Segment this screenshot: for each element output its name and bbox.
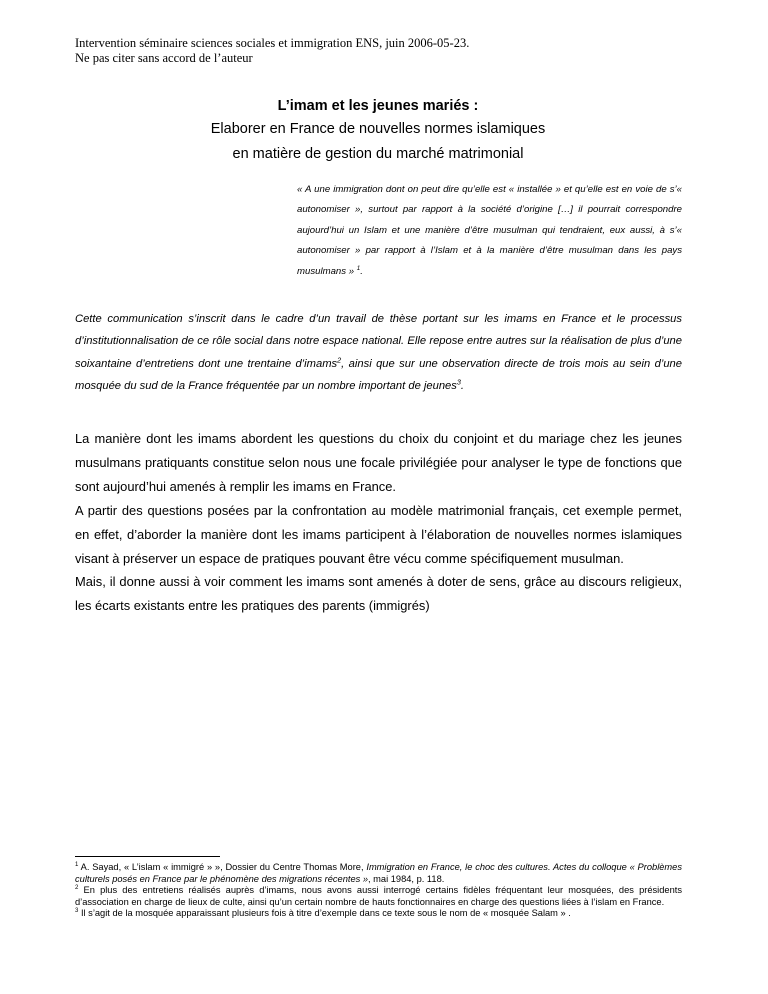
document-title: L’imam et les jeunes mariés : — [277, 98, 479, 114]
intro-text-part-2: , ainsi que sur une observation directe de trois mois au sein d’une mosquée du sud de la France fréquentée par un nombre important de jeunes — [75, 357, 682, 392]
footnote-1-title: Immigration en France, le choc des cultures. Actes du colloque « Problèmes culturels posés en France par le phénomène des migrations récentes » — [75, 862, 682, 884]
intro-paragraph — [75, 308, 682, 397]
footnote-number: 1 — [75, 861, 79, 868]
footnote-ref-1[interactable]: 1 — [356, 264, 361, 272]
intro-text-end: . — [460, 379, 465, 392]
intro-text-part-1: Cette communication s’inscrit dans le cadre d’un travail de thèse portant sur les imams en France et le processus d’institutionnalisation de ce rôle social dans notre espace national. Elle repose entre autres sur la réalisation de plus d’une soixantaine d’entretiens dont une trentaine d’imams — [75, 313, 682, 370]
epigraph-text: « A une immigration dont on peut dire qu’elle est « installée » et qu’elle est en voie de s’« autonomiser », surtout par rapport à la société d’origine […] il pourrait correspondre aujourd’hui un Islam et une manière d’être musulman qui tendraient, eux aussi, à s’« autonomiser » par rapport à l’Islam et à la manière d’être musulman dans les pays musulmans » — [297, 184, 682, 277]
footnotes — [75, 862, 682, 920]
epigraph-end: . — [360, 265, 363, 277]
footnote-3-text: Il s’agit de la mosquée apparaissant plusieurs fois à titre d’exemple dans ce texte sous le nom de « mosquée Salam » . — [78, 908, 571, 919]
footnote-1 — [75, 862, 682, 885]
footnote-number: 3 — [75, 908, 79, 915]
footnote-2 — [75, 885, 682, 908]
body-text — [75, 427, 682, 618]
header-line-1: Intervention séminaire sciences sociales et immigration ENS, juin 2006-05-23. — [75, 36, 470, 50]
footnote-1-text-b: , mai 1984, p. 118. — [368, 873, 445, 884]
document-subtitle-line-2: en matière de gestion du marché matrimonial — [232, 146, 524, 162]
header-line-2: Ne pas citer sans accord de l’auteur — [75, 51, 253, 65]
footnote-1-text-a: A. Sayad, « L’islam « immigré » », Dossier du Centre Thomas More, — [78, 862, 367, 872]
footnote-2-text: En plus des entretiens réalisés auprès d’imams, nous avons aussi interrogé certains fidèles fréquentant leur mosquées, des présidents d’association en charge de lieux de culte, ainsi qu’un certain nombre de hauts fonctionnaires en charge des questions liées à l’islam en France. — [75, 885, 682, 907]
footnote-ref-3[interactable]: 3 — [456, 377, 461, 387]
body-paragraph-1: La manière dont les imams abordent les questions du choix du conjoint et du mariage chez les jeunes musulmans pratiquants constitue selon nous une focale privilégiée pour analyser le type de fonctions que sont aujourd’hui amenés à remplir les imams en France. — [75, 431, 682, 494]
body-paragraph-2: A partir des questions posées par la confrontation au modèle matrimonial français, cet exemple permet, en effet, d’aborder la manière dont les imams participent à l’élaboration de nouvelles normes islamiques visant à préserver un espace de pratiques pouvant être vécu comme spécifiquement musulman. — [75, 502, 682, 566]
footnote-ref-2[interactable]: 2 — [337, 354, 342, 364]
footnote-3 — [75, 908, 682, 920]
title-block — [75, 95, 681, 167]
running-header — [75, 36, 675, 66]
footnote-separator — [75, 856, 220, 857]
footnote-number: 2 — [75, 885, 79, 892]
body-paragraph-3: Mais, il donne aussi à voir comment les imams sont amenés à doter de sens, grâce au discours religieux, les écarts existants entre les pratiques des parents (immigrés) — [75, 574, 682, 614]
epigraph-quote — [297, 180, 682, 282]
document-subtitle-line-1: Elaborer en France de nouvelles normes islamiques — [210, 121, 546, 137]
